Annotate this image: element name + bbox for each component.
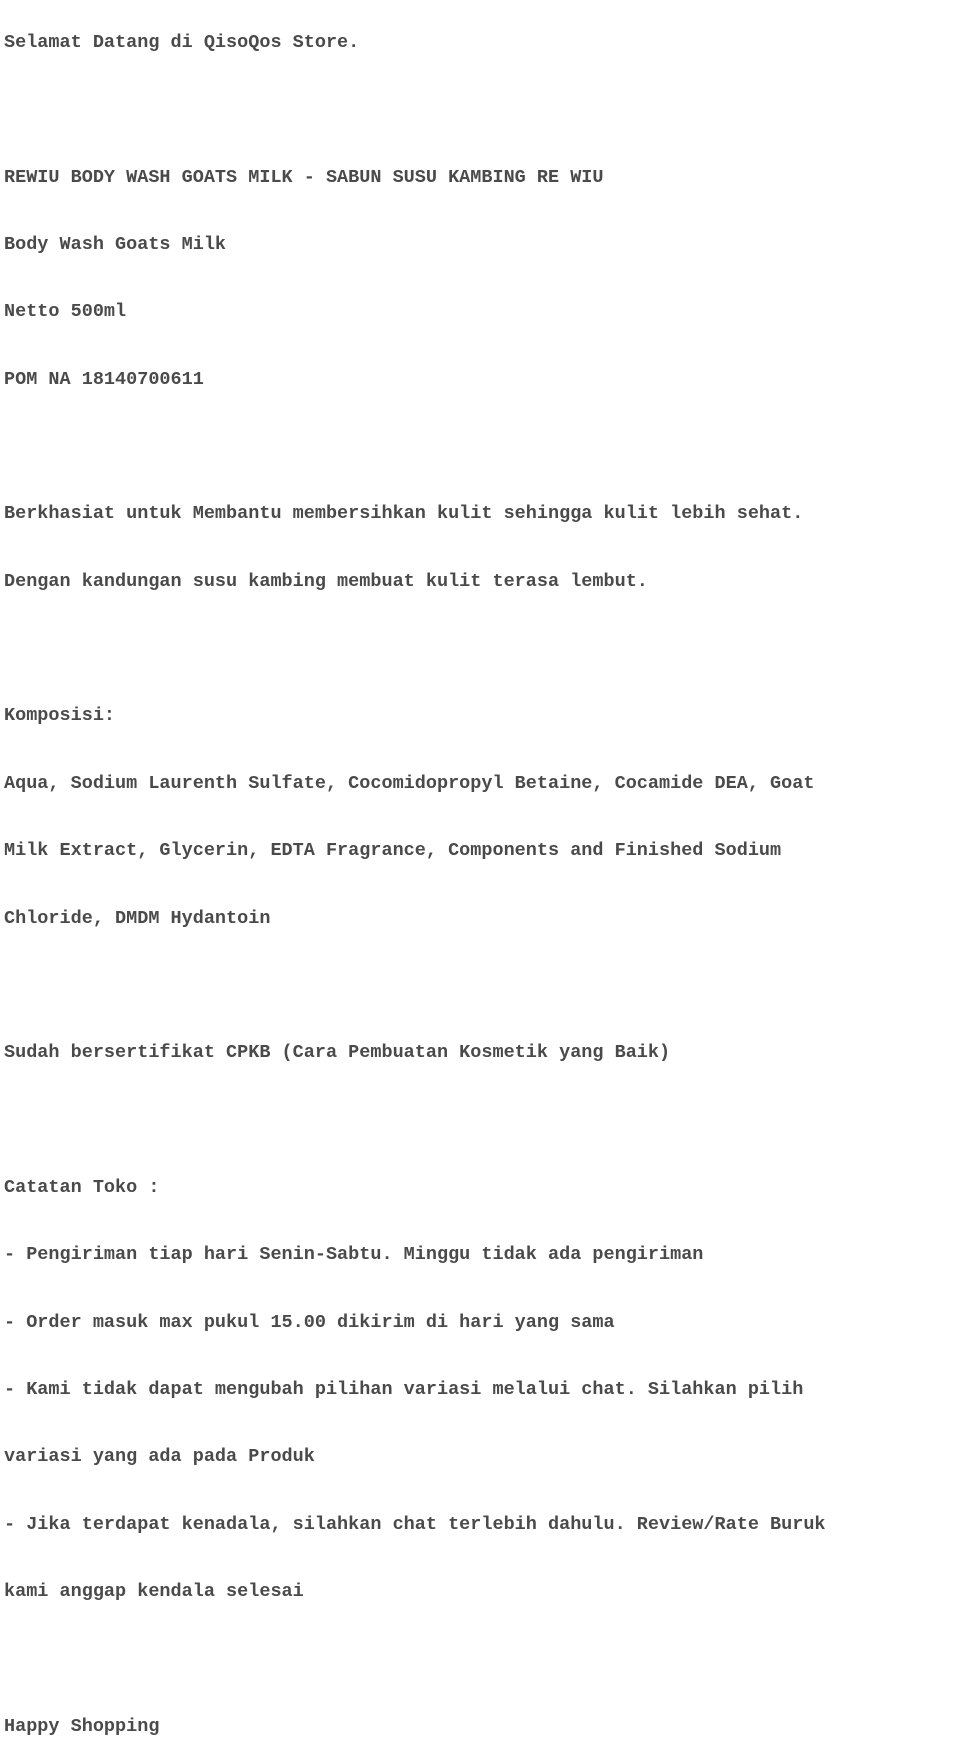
- store-note: - Order masuk max pukul 15.00 dikirim di hari yang sama: [4, 1311, 615, 1333]
- closing-text: Happy Shopping: [4, 1715, 160, 1737]
- blank-line: [4, 436, 954, 458]
- store-notes-label: Catatan Toko :: [4, 1176, 160, 1198]
- benefit-line: Berkhasiat untuk Membantu membersihkan kulit sehingga kulit lebih sehat.: [4, 503, 804, 525]
- composition-line: Aqua, Sodium Laurenth Sulfate, Cocomidopropyl Betaine, Cocamide DEA, Goat: [4, 772, 815, 794]
- blank-line: [4, 99, 954, 121]
- composition-label: Komposisi:: [4, 705, 116, 727]
- store-note: - Jika terdapat kenadala, silahkan chat terlebih dahulu. Review/Rate Buruk: [4, 1513, 826, 1535]
- product-description: [4, 0, 954, 1761]
- blank-line: [4, 975, 954, 997]
- product-name: Body Wash Goats Milk: [4, 233, 227, 255]
- store-note: - Pengiriman tiap hari Senin-Sabtu. Minggu tidak ada pengiriman: [4, 1244, 704, 1266]
- netto-text: Netto 500ml: [4, 301, 127, 323]
- store-note: kami anggap kendala selesai: [4, 1581, 304, 1603]
- welcome-text: Selamat Datang di QisoQos Store.: [4, 31, 360, 53]
- product-title: REWIU BODY WASH GOATS MILK - SABUN SUSU KAMBING RE WIU: [4, 166, 604, 188]
- store-note: variasi yang ada pada Produk: [4, 1446, 315, 1468]
- certification-text: Sudah bersertifikat CPKB (Cara Pembuatan Kosmetik yang Baik): [4, 1042, 671, 1064]
- pom-number: POM NA 18140700611: [4, 368, 204, 390]
- blank-line: [4, 1110, 954, 1132]
- blank-line: [4, 638, 954, 660]
- benefit-line: Dengan kandungan susu kambing membuat kulit terasa lembut.: [4, 570, 648, 592]
- composition-line: Milk Extract, Glycerin, EDTA Fragrance, Components and Finished Sodium: [4, 840, 782, 862]
- blank-line: [4, 1648, 954, 1670]
- store-note: - Kami tidak dapat mengubah pilihan variasi melalui chat. Silahkan pilih: [4, 1379, 804, 1401]
- composition-line: Chloride, DMDM Hydantoin: [4, 907, 271, 929]
